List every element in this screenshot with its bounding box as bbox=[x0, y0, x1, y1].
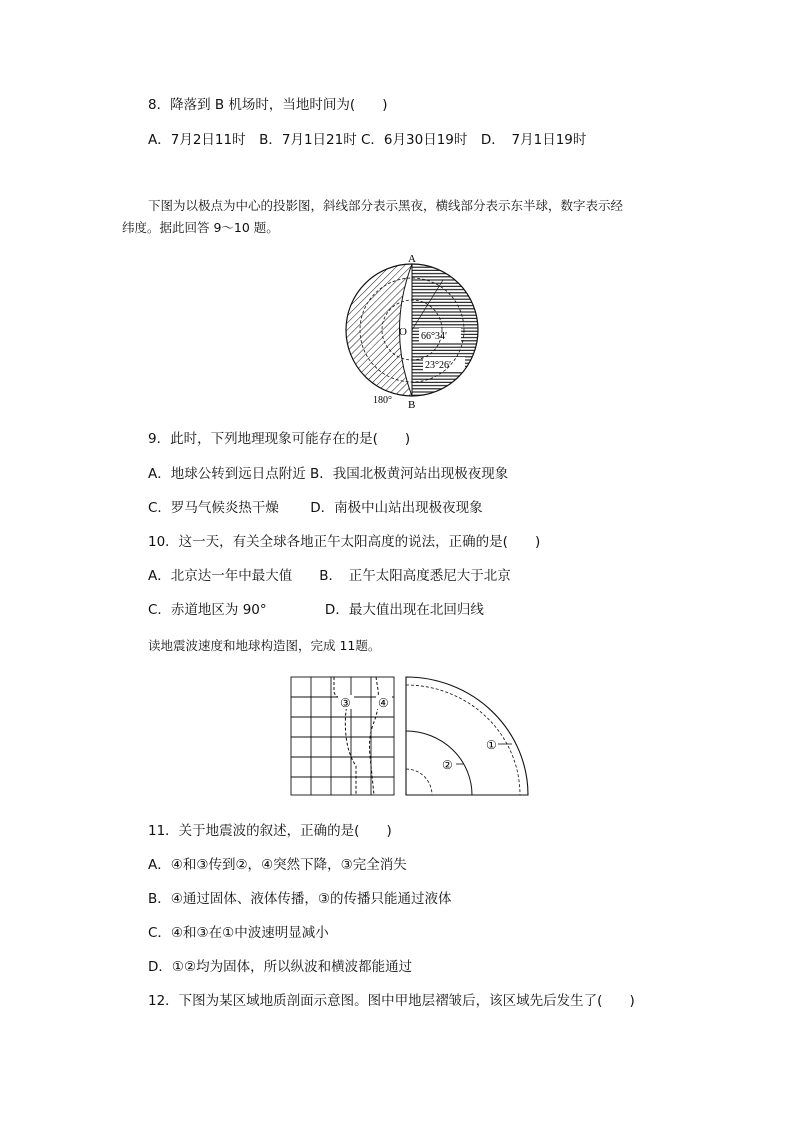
q11-option-d: D．①②均为固体，所以纵波和横波都能通过 bbox=[148, 959, 413, 975]
seismic-earth-figure bbox=[290, 676, 530, 798]
label-180: 180° bbox=[373, 395, 392, 406]
q8-options: A．7月2日11时 B．7月1日21时 C．6月30日19时 D． 7月1日19时 bbox=[148, 132, 587, 148]
q12-stem: 12．下图为某区域地质剖面示意图。图中甲地层褶皱后，该区域先后发生了( ) bbox=[148, 993, 635, 1009]
polar-projection-figure bbox=[335, 250, 485, 410]
label-3: ③ bbox=[340, 696, 351, 710]
q9-options-cd: C．罗马气候炎热干燥 D．南极中山站出现极夜现象 bbox=[148, 500, 483, 516]
q11-option-c: C．④和③在①中波速明显减小 bbox=[148, 925, 329, 941]
q10-options-cd: C．赤道地区为 90° D．最大值出现在北回归线 bbox=[148, 602, 484, 618]
q11-stem: 11．关于地震波的叙述，正确的是( ) bbox=[148, 823, 392, 839]
intro-9-10-line1: 下图为以极点为中心的投影图，斜线部分表示黑夜，横线部分表示东半球，数字表示经 bbox=[148, 198, 624, 213]
earth-quarter bbox=[406, 677, 528, 795]
q10-stem: 10．这一天，有关全球各地正午太阳高度的说法，正确的是( ) bbox=[148, 534, 541, 550]
label-a: A bbox=[408, 253, 416, 265]
q8-stem: 8．降落到 B 机场时，当地时间为( ) bbox=[148, 97, 388, 113]
q9-stem: 9．此时，下列地理现象可能存在的是( ) bbox=[148, 431, 411, 447]
label-b: B bbox=[408, 399, 416, 410]
intro-11: 读地震波速度和地球构造图，完成 11题。 bbox=[148, 638, 381, 653]
label-23: 23°26′ bbox=[425, 360, 452, 371]
q11-option-a: A．④和③传到②，④突然下降，③完全消失 bbox=[148, 857, 407, 873]
label-66: 66°34′ bbox=[421, 331, 448, 342]
q11-option-b: B．④通过固体、液体传播，③的传播只能通过液体 bbox=[148, 891, 452, 907]
label-2: ② bbox=[442, 758, 453, 772]
label-o: O bbox=[399, 326, 407, 338]
q10-options-ab: A．北京达一年中最大值 B． 正午太阳高度悉尼大于北京 bbox=[148, 568, 511, 584]
q9-options-ab: A．地球公转到远日点附近 B．我国北极黄河站出现极夜现象 bbox=[148, 466, 509, 482]
label-1: ① bbox=[486, 738, 497, 752]
label-4: ④ bbox=[378, 696, 389, 710]
intro-9-10-line2: 纬度。据此回答 9～10 题。 bbox=[122, 220, 279, 235]
